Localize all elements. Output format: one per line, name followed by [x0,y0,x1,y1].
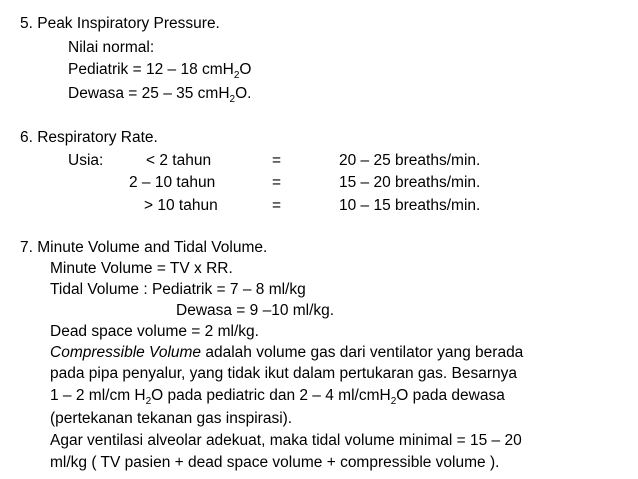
compressible-volume-line-4: (pertekanan tekanan gas inspirasi). [50,410,293,427]
rr-age-2: 2 – 10 tahun [129,174,216,191]
pediatric-pip-text: Pediatrik = 12 – 18 cmH [68,61,234,78]
adult-pip-text: Dewasa = 25 – 35 cmH [68,85,230,102]
rr-eq-1: = [272,152,282,169]
compressible-volume-line-3 [50,386,505,408]
rr-rate-2: 15 – 20 breaths/min. [339,174,481,191]
section-5-title: 5. Peak Inspiratory Pressure. [20,15,220,32]
cv-range-adult: O pada pediatric dan 2 – 4 ml/cmH [151,387,391,404]
normal-value-label: Nilai normal: [68,39,155,56]
age-label: Usia: [68,152,104,169]
compressible-volume-term: Compressible Volume [50,344,202,361]
compressible-volume-line-1 [50,343,523,363]
pediatric-pip [68,60,251,82]
adult-pip [68,84,251,106]
subscript: 2 [145,396,152,407]
compressible-volume-definition: adalah volume gas dari ventilator yang berada [201,344,524,361]
section-7-title: 7. Minute Volume and Tidal Volume. [20,239,268,256]
alveolar-ventilation-line-1: Agar ventilasi alveolar adekuat, maka tidal volume minimal = 15 – 20 [50,432,522,449]
tidal-volume-adult: Dewasa = 9 –10 ml/kg. [176,302,335,319]
section-6-title: 6. Respiratory Rate. [20,129,158,146]
alveolar-ventilation-line-2: ml/kg ( TV pasien + dead space volume + compressible volume ). [50,454,500,471]
subscript: 2 [233,70,240,81]
rr-eq-3: = [272,197,282,214]
tidal-volume-pediatric: Tidal Volume : Pediatrik = 7 – 8 ml/kg [50,281,306,298]
cv-range-pediatric: 1 – 2 ml/cm H [50,387,146,404]
dead-space-volume: Dead space volume = 2 ml/kg. [50,323,259,340]
rr-rate-1: 20 – 25 breaths/min. [339,152,481,169]
adult-pip-unit: O. [235,85,252,102]
rr-age-1: < 2 tahun [146,152,212,169]
cv-range-adult-tail: O pada dewasa [396,387,505,404]
rr-rate-3: 10 – 15 breaths/min. [339,197,481,214]
rr-age-3: > 10 tahun [144,197,218,214]
minute-volume-formula: Minute Volume = TV x RR. [50,260,233,277]
subscript: 2 [229,94,236,105]
compressible-volume-line-2: pada pipa penyalur, yang tidak ikut dalam pertukaran gas. Besarnya [50,365,518,382]
pediatric-pip-unit: O [239,61,252,78]
rr-eq-2: = [272,174,282,191]
subscript: 2 [390,396,397,407]
